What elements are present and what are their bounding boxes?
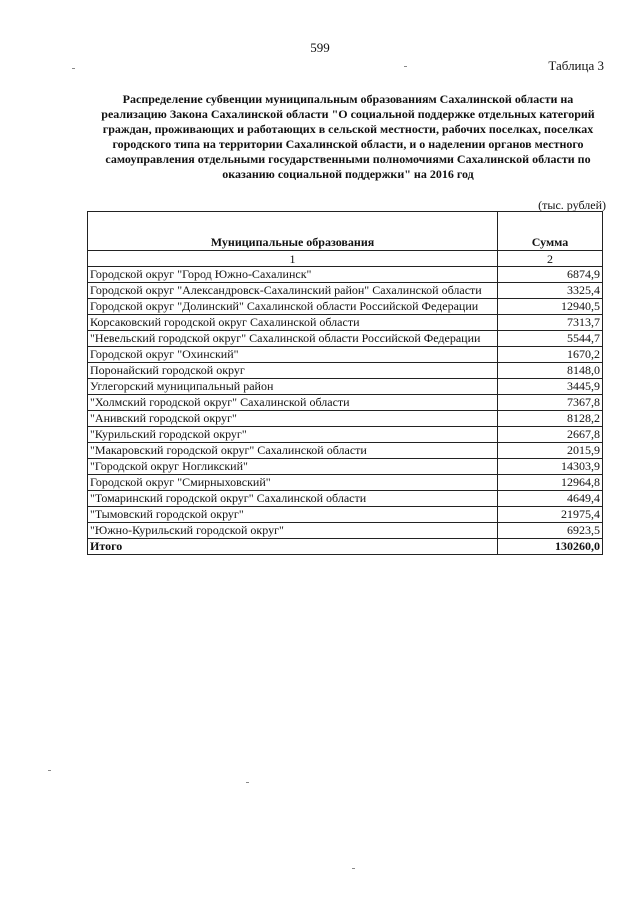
municipality-name: Поронайский городской округ [88,363,498,379]
scan-speck [72,68,75,69]
amount-value: 2667,8 [498,427,603,443]
amount-value: 6874,9 [498,267,603,283]
page-number: 599 [310,40,330,55]
amount-value: 8148,0 [498,363,603,379]
units-label: (тыс. рублей) [538,198,606,212]
municipality-name: Городской округ "Смирныховский" [88,475,498,491]
amount-value: 12964,8 [498,475,603,491]
table-row [88,427,603,443]
header-municipalities: Муниципальные образования [88,212,498,251]
document-title: Распределение субвенции муниципальным образованиям Сахалинской области на реализацию Закона Сахалинской области "О социальной поддержке отдельных категорий граждан, проживающих и работающих в сельской местности, рабочих поселках, поселках городского типа на территории Сахалинской области, и о наделении органов местного самоуправления отдельными государственными полномочиями Сахалинской области по оказанию социальной поддержки" на 2016 год [101,92,595,181]
total-amount: 130260,0 [498,539,603,555]
table-row [88,523,603,539]
column-number: 1 [88,251,498,267]
table-row [88,331,603,347]
table-row [88,347,603,363]
municipality-name: "Невельский городской округ" Сахалинской области Российской Федерации [88,331,498,347]
total-label: Итого [88,539,498,555]
table-row [88,299,603,315]
amount-value: 7313,7 [498,315,603,331]
municipality-name: "Городской округ Ногликский" [88,459,498,475]
municipality-name: Городской округ "Александровск-Сахалинский район" Сахалинской области [88,283,498,299]
municipality-name: "Томаринский городской округ" Сахалинской области [88,491,498,507]
table-row [88,363,603,379]
column-number-row [88,251,603,267]
municipality-name: "Макаровский городской округ" Сахалинской области [88,443,498,459]
municipality-name: "Холмский городской округ" Сахалинской области [88,395,498,411]
table-row [88,315,603,331]
column-number: 2 [498,251,603,267]
amount-value: 12940,5 [498,299,603,315]
table-label: Таблица 3 [548,58,604,73]
table-row [88,379,603,395]
municipality-name: Городской округ "Город Южно-Сахалинск" [88,267,498,283]
amount-value: 21975,4 [498,507,603,523]
table-row [88,459,603,475]
amount-value: 5544,7 [498,331,603,347]
amount-value: 14303,9 [498,459,603,475]
amount-value: 1670,2 [498,347,603,363]
table-row [88,411,603,427]
municipality-name: Городской округ "Долинский" Сахалинской области Российской Федерации [88,299,498,315]
municipality-name: "Южно-Курильский городской округ" [88,523,498,539]
municipality-name: "Курильский городской округ" [88,427,498,443]
table-row [88,475,603,491]
header-amount: Сумма [498,212,603,251]
scan-speck [352,868,355,869]
table-row [88,283,603,299]
table-row [88,507,603,523]
table-row [88,491,603,507]
amount-value: 8128,2 [498,411,603,427]
municipality-name: "Тымовский городской округ" [88,507,498,523]
scan-speck [404,66,407,67]
municipality-name: Городской округ "Охинский" [88,347,498,363]
table-body [88,267,603,555]
amount-value: 3445,9 [498,379,603,395]
amount-value: 2015,9 [498,443,603,459]
scan-speck [246,782,249,783]
table-row [88,443,603,459]
amount-value: 3325,4 [498,283,603,299]
table-header-row [88,212,603,251]
table-row [88,395,603,411]
amount-value: 7367,8 [498,395,603,411]
scan-speck [48,770,51,771]
municipality-name: "Анивский городской округ" [88,411,498,427]
table-row [88,267,603,283]
amount-value: 4649,4 [498,491,603,507]
municipality-name: Углегорский муниципальный район [88,379,498,395]
total-row [88,539,603,555]
amount-value: 6923,5 [498,523,603,539]
municipality-name: Корсаковский городской округ Сахалинской области [88,315,498,331]
subsidy-table [87,211,603,555]
